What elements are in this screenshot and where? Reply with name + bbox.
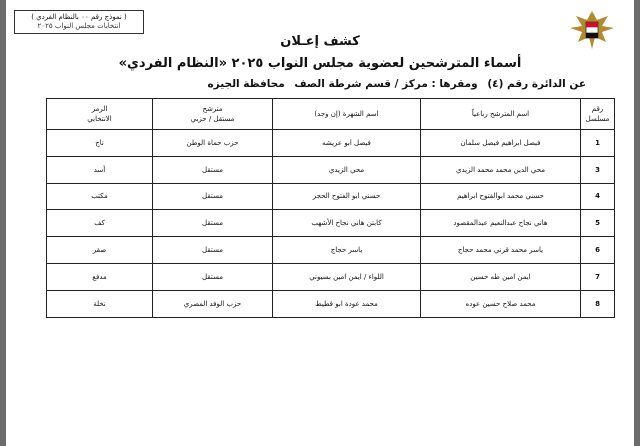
cell-affiliation: مستقل (153, 237, 273, 264)
cell-symbol: كف (47, 210, 153, 237)
cell-nickname: فيصل ابو عريشه (273, 130, 421, 157)
cell-name: ايمن امين طه حسين (421, 263, 581, 290)
cell-symbol: صقر (47, 237, 153, 264)
form-number-stamp (14, 10, 144, 34)
table-row (47, 210, 615, 237)
district-number: عن الدائرة رقم (٤) (487, 78, 586, 90)
table-row (47, 263, 615, 290)
cell-symbol: مكتب (47, 183, 153, 210)
candidates-table (46, 98, 615, 318)
cell-name: محمد صلاح حسين عوده (421, 290, 581, 317)
header-affiliation: مترشح مستقل / حزبي (153, 99, 273, 130)
cell-symbol: مدفع (47, 263, 153, 290)
page-title: كشف إعـلان (280, 34, 360, 49)
cell-nickname: محمد عودة ابو قطيط (273, 290, 421, 317)
cell-name: محي الدين محمد محمد الزيدي (421, 156, 581, 183)
table-row (47, 237, 615, 264)
page-subtitle: أسماء المترشحين لعضوية مجلس النواب ٢٠٢٥ «النظام الفردي» (118, 56, 522, 71)
cell-affiliation: مستقل (153, 183, 273, 210)
table-row (47, 130, 615, 157)
cell-name: فيصل ابراهيم فيصل سلمان (421, 130, 581, 157)
cell-nickname: محي الزيدي (273, 156, 421, 183)
cell-nickname: ياسر حجاج (273, 237, 421, 264)
cell-affiliation: مستقل (153, 210, 273, 237)
cell-number: 6 (581, 237, 615, 264)
cell-affiliation: مستقل (153, 156, 273, 183)
cell-affiliation: حزب حماة الوطن (153, 130, 273, 157)
header-number: رقم مسلسل (581, 99, 615, 130)
cell-nickname: حسني ابو الفتوح الحجر (273, 183, 421, 210)
cell-number: 5 (581, 210, 615, 237)
cell-affiliation: مستقل (153, 263, 273, 290)
cell-nickname: كابتن هاني نجاح الأشهب (273, 210, 421, 237)
announcement-page (6, 0, 634, 446)
cell-nickname: اللواء / ايمن امين بسيوني (273, 263, 421, 290)
cell-number: 7 (581, 263, 615, 290)
header-name: اسم المترشح رباعياً (421, 99, 581, 130)
cell-number: 1 (581, 130, 615, 157)
district-headquarters: ومقرها : مركز / قسم شرطة الصف (294, 78, 478, 90)
stamp-line-1: ( نموذج رقم ٠٠ بالنظام الفردي ) (31, 13, 127, 21)
cell-number: 8 (581, 290, 615, 317)
district-info (201, 78, 586, 90)
header-nickname: اسم الشهرة (إن وجد) (273, 99, 421, 130)
header-symbol: الرمز الانتخابي (47, 99, 153, 130)
cell-symbol: تاج (47, 130, 153, 157)
cell-name: حسني محمد ابوالفتوح ابراهيم (421, 183, 581, 210)
table-row (47, 156, 615, 183)
table-row (47, 183, 615, 210)
cell-symbol: نخلة (47, 290, 153, 317)
cell-affiliation: حزب الوفد المصري (153, 290, 273, 317)
table-header-row (47, 99, 615, 130)
cell-symbol: أسد (47, 156, 153, 183)
cell-number: 4 (581, 183, 615, 210)
cell-name: هاني نجاح عبدالنعيم عبدالمقصود (421, 210, 581, 237)
cell-name: ياسر محمد قرني محمد حجاج (421, 237, 581, 264)
district-governorate: محافظة الجيزه (207, 78, 285, 90)
stamp-line-2: انتخابات مجلس النواب ٢٠٢٥ (37, 22, 121, 30)
table-row (47, 290, 615, 317)
cell-number: 3 (581, 156, 615, 183)
